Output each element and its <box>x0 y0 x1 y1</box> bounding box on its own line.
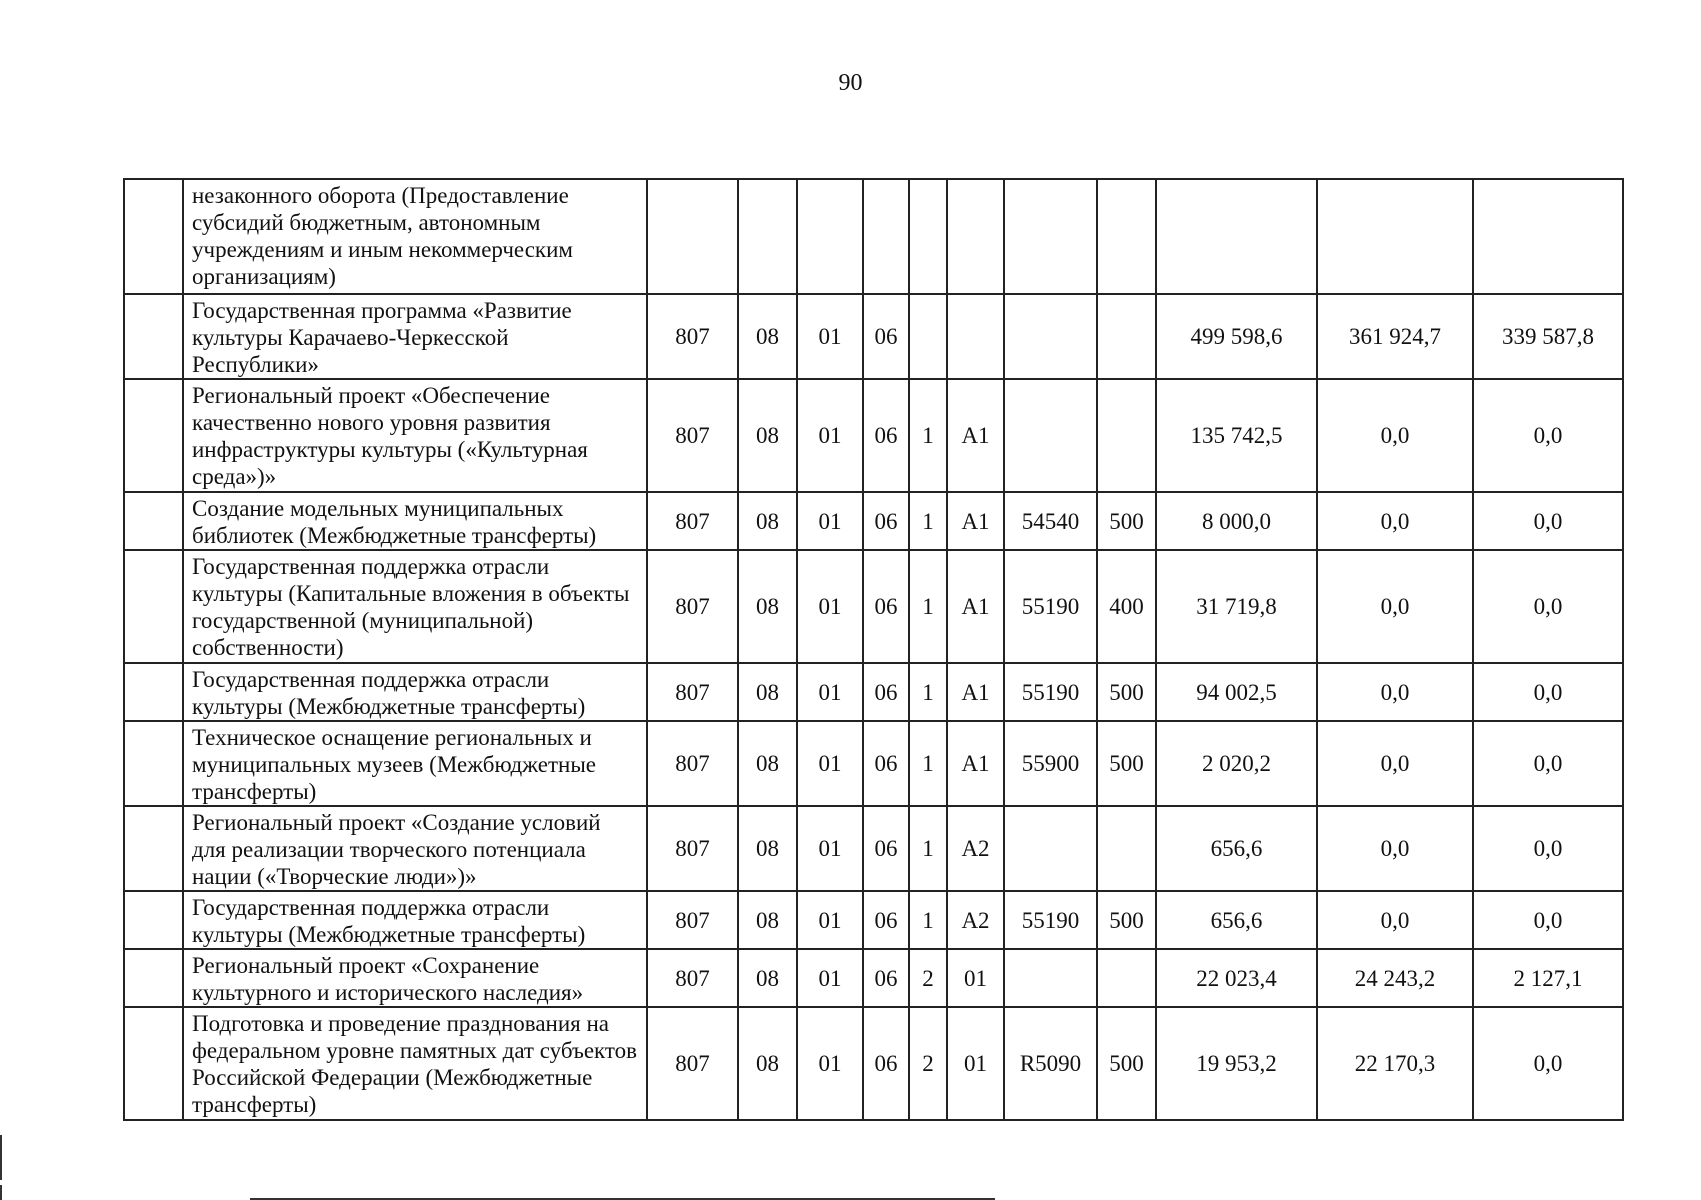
row-index-cell <box>124 379 183 492</box>
cell-c4: 06 <box>863 294 909 379</box>
cell-c4: 06 <box>863 949 909 1007</box>
margin-mark <box>0 1135 2 1180</box>
table-row <box>124 179 1623 294</box>
cell-v2: 0,0 <box>1317 492 1473 550</box>
cell-c8: 500 <box>1097 663 1156 721</box>
cell-c2 <box>738 179 797 294</box>
cell-c3: 01 <box>797 891 863 949</box>
cell-c5: 1 <box>909 379 947 492</box>
cell-c6: A1 <box>947 492 1004 550</box>
page-number: 90 <box>838 70 863 96</box>
cell-c2: 08 <box>738 550 797 663</box>
cell-c4: 06 <box>863 806 909 891</box>
cell-c7: 54540 <box>1004 492 1097 550</box>
cell-c5: 1 <box>909 806 947 891</box>
cell-c3: 01 <box>797 1007 863 1120</box>
cell-c6: 01 <box>947 949 1004 1007</box>
cell-v3: 2 127,1 <box>1473 949 1623 1007</box>
margin-mark <box>0 1185 2 1200</box>
cell-c8: 400 <box>1097 550 1156 663</box>
cell-c4: 06 <box>863 379 909 492</box>
cell-c1: 807 <box>647 949 738 1007</box>
cell-c4: 06 <box>863 1007 909 1120</box>
cell-c4: 06 <box>863 891 909 949</box>
cell-c1: 807 <box>647 1007 738 1120</box>
cell-c5: 2 <box>909 949 947 1007</box>
cell-v3: 0,0 <box>1473 550 1623 663</box>
cell-c1: 807 <box>647 721 738 806</box>
row-index-cell <box>124 179 183 294</box>
cell-c1: 807 <box>647 379 738 492</box>
cell-c8 <box>1097 294 1156 379</box>
cell-c4: 06 <box>863 492 909 550</box>
cell-c3: 01 <box>797 294 863 379</box>
cell-c3 <box>797 179 863 294</box>
table-row <box>124 949 1623 1007</box>
cell-c6: A1 <box>947 550 1004 663</box>
table-row <box>124 891 1623 949</box>
cell-c6: A2 <box>947 891 1004 949</box>
cell-v3: 0,0 <box>1473 721 1623 806</box>
cell-c2: 08 <box>738 806 797 891</box>
cell-v1: 135 742,5 <box>1156 379 1317 492</box>
cell-v2: 0,0 <box>1317 721 1473 806</box>
table-row <box>124 663 1623 721</box>
cell-c2: 08 <box>738 1007 797 1120</box>
cell-v1: 499 598,6 <box>1156 294 1317 379</box>
cell-c6: A2 <box>947 806 1004 891</box>
cell-c4 <box>863 179 909 294</box>
cell-c3: 01 <box>797 806 863 891</box>
row-index-cell <box>124 294 183 379</box>
row-index-cell <box>124 550 183 663</box>
cell-c7 <box>1004 379 1097 492</box>
row-name-cell: Техническое оснащение региональных и муниципальных музеев (Межбюджетные трансферты) <box>183 721 647 806</box>
cell-c5: 1 <box>909 891 947 949</box>
cell-v3 <box>1473 179 1623 294</box>
cell-c1: 807 <box>647 550 738 663</box>
cell-c3: 01 <box>797 721 863 806</box>
cell-c5: 2 <box>909 1007 947 1120</box>
table-row <box>124 294 1623 379</box>
row-name-cell: Подготовка и проведение празднования на федеральном уровне памятных дат субъектов Российской Федерации (Межбюджетные трансферты) <box>183 1007 647 1120</box>
cell-c7 <box>1004 294 1097 379</box>
cell-c5: 1 <box>909 663 947 721</box>
row-index-cell <box>124 1007 183 1120</box>
row-index-cell <box>124 492 183 550</box>
cell-c2: 08 <box>738 949 797 1007</box>
cell-c3: 01 <box>797 550 863 663</box>
cell-c5: 1 <box>909 721 947 806</box>
cell-v2: 0,0 <box>1317 891 1473 949</box>
cell-c7: 55190 <box>1004 550 1097 663</box>
table-row <box>124 806 1623 891</box>
cell-c7: 55900 <box>1004 721 1097 806</box>
cell-v2: 0,0 <box>1317 663 1473 721</box>
cell-v1: 656,6 <box>1156 891 1317 949</box>
cell-c1: 807 <box>647 891 738 949</box>
cell-c5 <box>909 179 947 294</box>
row-index-cell <box>124 806 183 891</box>
cell-v1: 94 002,5 <box>1156 663 1317 721</box>
row-index-cell <box>124 891 183 949</box>
cell-v1: 31 719,8 <box>1156 550 1317 663</box>
cell-c1: 807 <box>647 806 738 891</box>
cell-c5: 1 <box>909 550 947 663</box>
cell-c8 <box>1097 806 1156 891</box>
cell-c7 <box>1004 806 1097 891</box>
table-row <box>124 1007 1623 1120</box>
row-index-cell <box>124 721 183 806</box>
cell-v3: 0,0 <box>1473 891 1623 949</box>
cell-v1: 19 953,2 <box>1156 1007 1317 1120</box>
cell-c3: 01 <box>797 492 863 550</box>
row-name-cell: Государственная поддержка отрасли культуры (Капитальные вложения в объекты государственной (муниципальной) собственности) <box>183 550 647 663</box>
cell-v2: 0,0 <box>1317 806 1473 891</box>
row-index-cell <box>124 949 183 1007</box>
cell-c2: 08 <box>738 663 797 721</box>
cell-v1 <box>1156 179 1317 294</box>
cell-v2: 22 170,3 <box>1317 1007 1473 1120</box>
cell-c8 <box>1097 379 1156 492</box>
cell-c8: 500 <box>1097 891 1156 949</box>
cell-c1: 807 <box>647 663 738 721</box>
cell-c8: 500 <box>1097 721 1156 806</box>
cell-c1: 807 <box>647 294 738 379</box>
cell-c6: A1 <box>947 721 1004 806</box>
cell-c5 <box>909 294 947 379</box>
cell-c6 <box>947 294 1004 379</box>
cell-c2: 08 <box>738 379 797 492</box>
table-row <box>124 550 1623 663</box>
cell-c5: 1 <box>909 492 947 550</box>
cell-v1: 8 000,0 <box>1156 492 1317 550</box>
cell-c4: 06 <box>863 663 909 721</box>
cell-c6: A1 <box>947 379 1004 492</box>
cell-v2 <box>1317 179 1473 294</box>
cell-c2: 08 <box>738 294 797 379</box>
row-index-cell <box>124 663 183 721</box>
row-name-cell: Государственная поддержка отрасли культуры (Межбюджетные трансферты) <box>183 663 647 721</box>
cell-c8 <box>1097 949 1156 1007</box>
cell-c7: R5090 <box>1004 1007 1097 1120</box>
cell-v3: 0,0 <box>1473 1007 1623 1120</box>
cell-v2: 361 924,7 <box>1317 294 1473 379</box>
cell-v3: 0,0 <box>1473 492 1623 550</box>
cell-c7: 55190 <box>1004 663 1097 721</box>
cell-c6: 01 <box>947 1007 1004 1120</box>
cell-v3: 0,0 <box>1473 806 1623 891</box>
table-row <box>124 492 1623 550</box>
cell-c4: 06 <box>863 721 909 806</box>
cell-c6 <box>947 179 1004 294</box>
budget-table <box>123 178 1624 1121</box>
row-name-cell: Создание модельных муниципальных библиотек (Межбюджетные трансферты) <box>183 492 647 550</box>
cell-v1: 2 020,2 <box>1156 721 1317 806</box>
row-name-cell: незаконного оборота (Предоставление субсидий бюджетным, автономным учреждениям и иным некоммерческим организациям) <box>183 179 647 294</box>
row-name-cell: Региональный проект «Обеспечение качественно нового уровня развития инфраструктуры культуры («Культурная среда»)» <box>183 379 647 492</box>
cell-c1: 807 <box>647 492 738 550</box>
cell-v3: 339 587,8 <box>1473 294 1623 379</box>
table-body <box>124 179 1623 1120</box>
cell-c3: 01 <box>797 379 863 492</box>
cell-c2: 08 <box>738 721 797 806</box>
cell-c3: 01 <box>797 663 863 721</box>
cell-c2: 08 <box>738 492 797 550</box>
cell-c4: 06 <box>863 550 909 663</box>
cell-v3: 0,0 <box>1473 663 1623 721</box>
cell-c8: 500 <box>1097 492 1156 550</box>
row-name-cell: Региональный проект «Создание условий для реализации творческого потенциала нации («Творческие люди»)» <box>183 806 647 891</box>
cell-v2: 0,0 <box>1317 379 1473 492</box>
cell-v2: 24 243,2 <box>1317 949 1473 1007</box>
cell-c7 <box>1004 179 1097 294</box>
row-name-cell: Государственная программа «Развитие культуры Карачаево-Черкесской Республики» <box>183 294 647 379</box>
cell-v2: 0,0 <box>1317 550 1473 663</box>
cell-c3: 01 <box>797 949 863 1007</box>
cell-c8: 500 <box>1097 1007 1156 1120</box>
cell-v1: 656,6 <box>1156 806 1317 891</box>
cell-c7: 55190 <box>1004 891 1097 949</box>
table-row <box>124 721 1623 806</box>
cell-v1: 22 023,4 <box>1156 949 1317 1007</box>
row-name-cell: Региональный проект «Сохранение культурного и исторического наследия» <box>183 949 647 1007</box>
row-name-cell: Государственная поддержка отрасли культуры (Межбюджетные трансферты) <box>183 891 647 949</box>
cell-c1 <box>647 179 738 294</box>
cell-c8 <box>1097 179 1156 294</box>
cell-v3: 0,0 <box>1473 379 1623 492</box>
cell-c7 <box>1004 949 1097 1007</box>
table-row <box>124 379 1623 492</box>
cell-c2: 08 <box>738 891 797 949</box>
cell-c6: A1 <box>947 663 1004 721</box>
